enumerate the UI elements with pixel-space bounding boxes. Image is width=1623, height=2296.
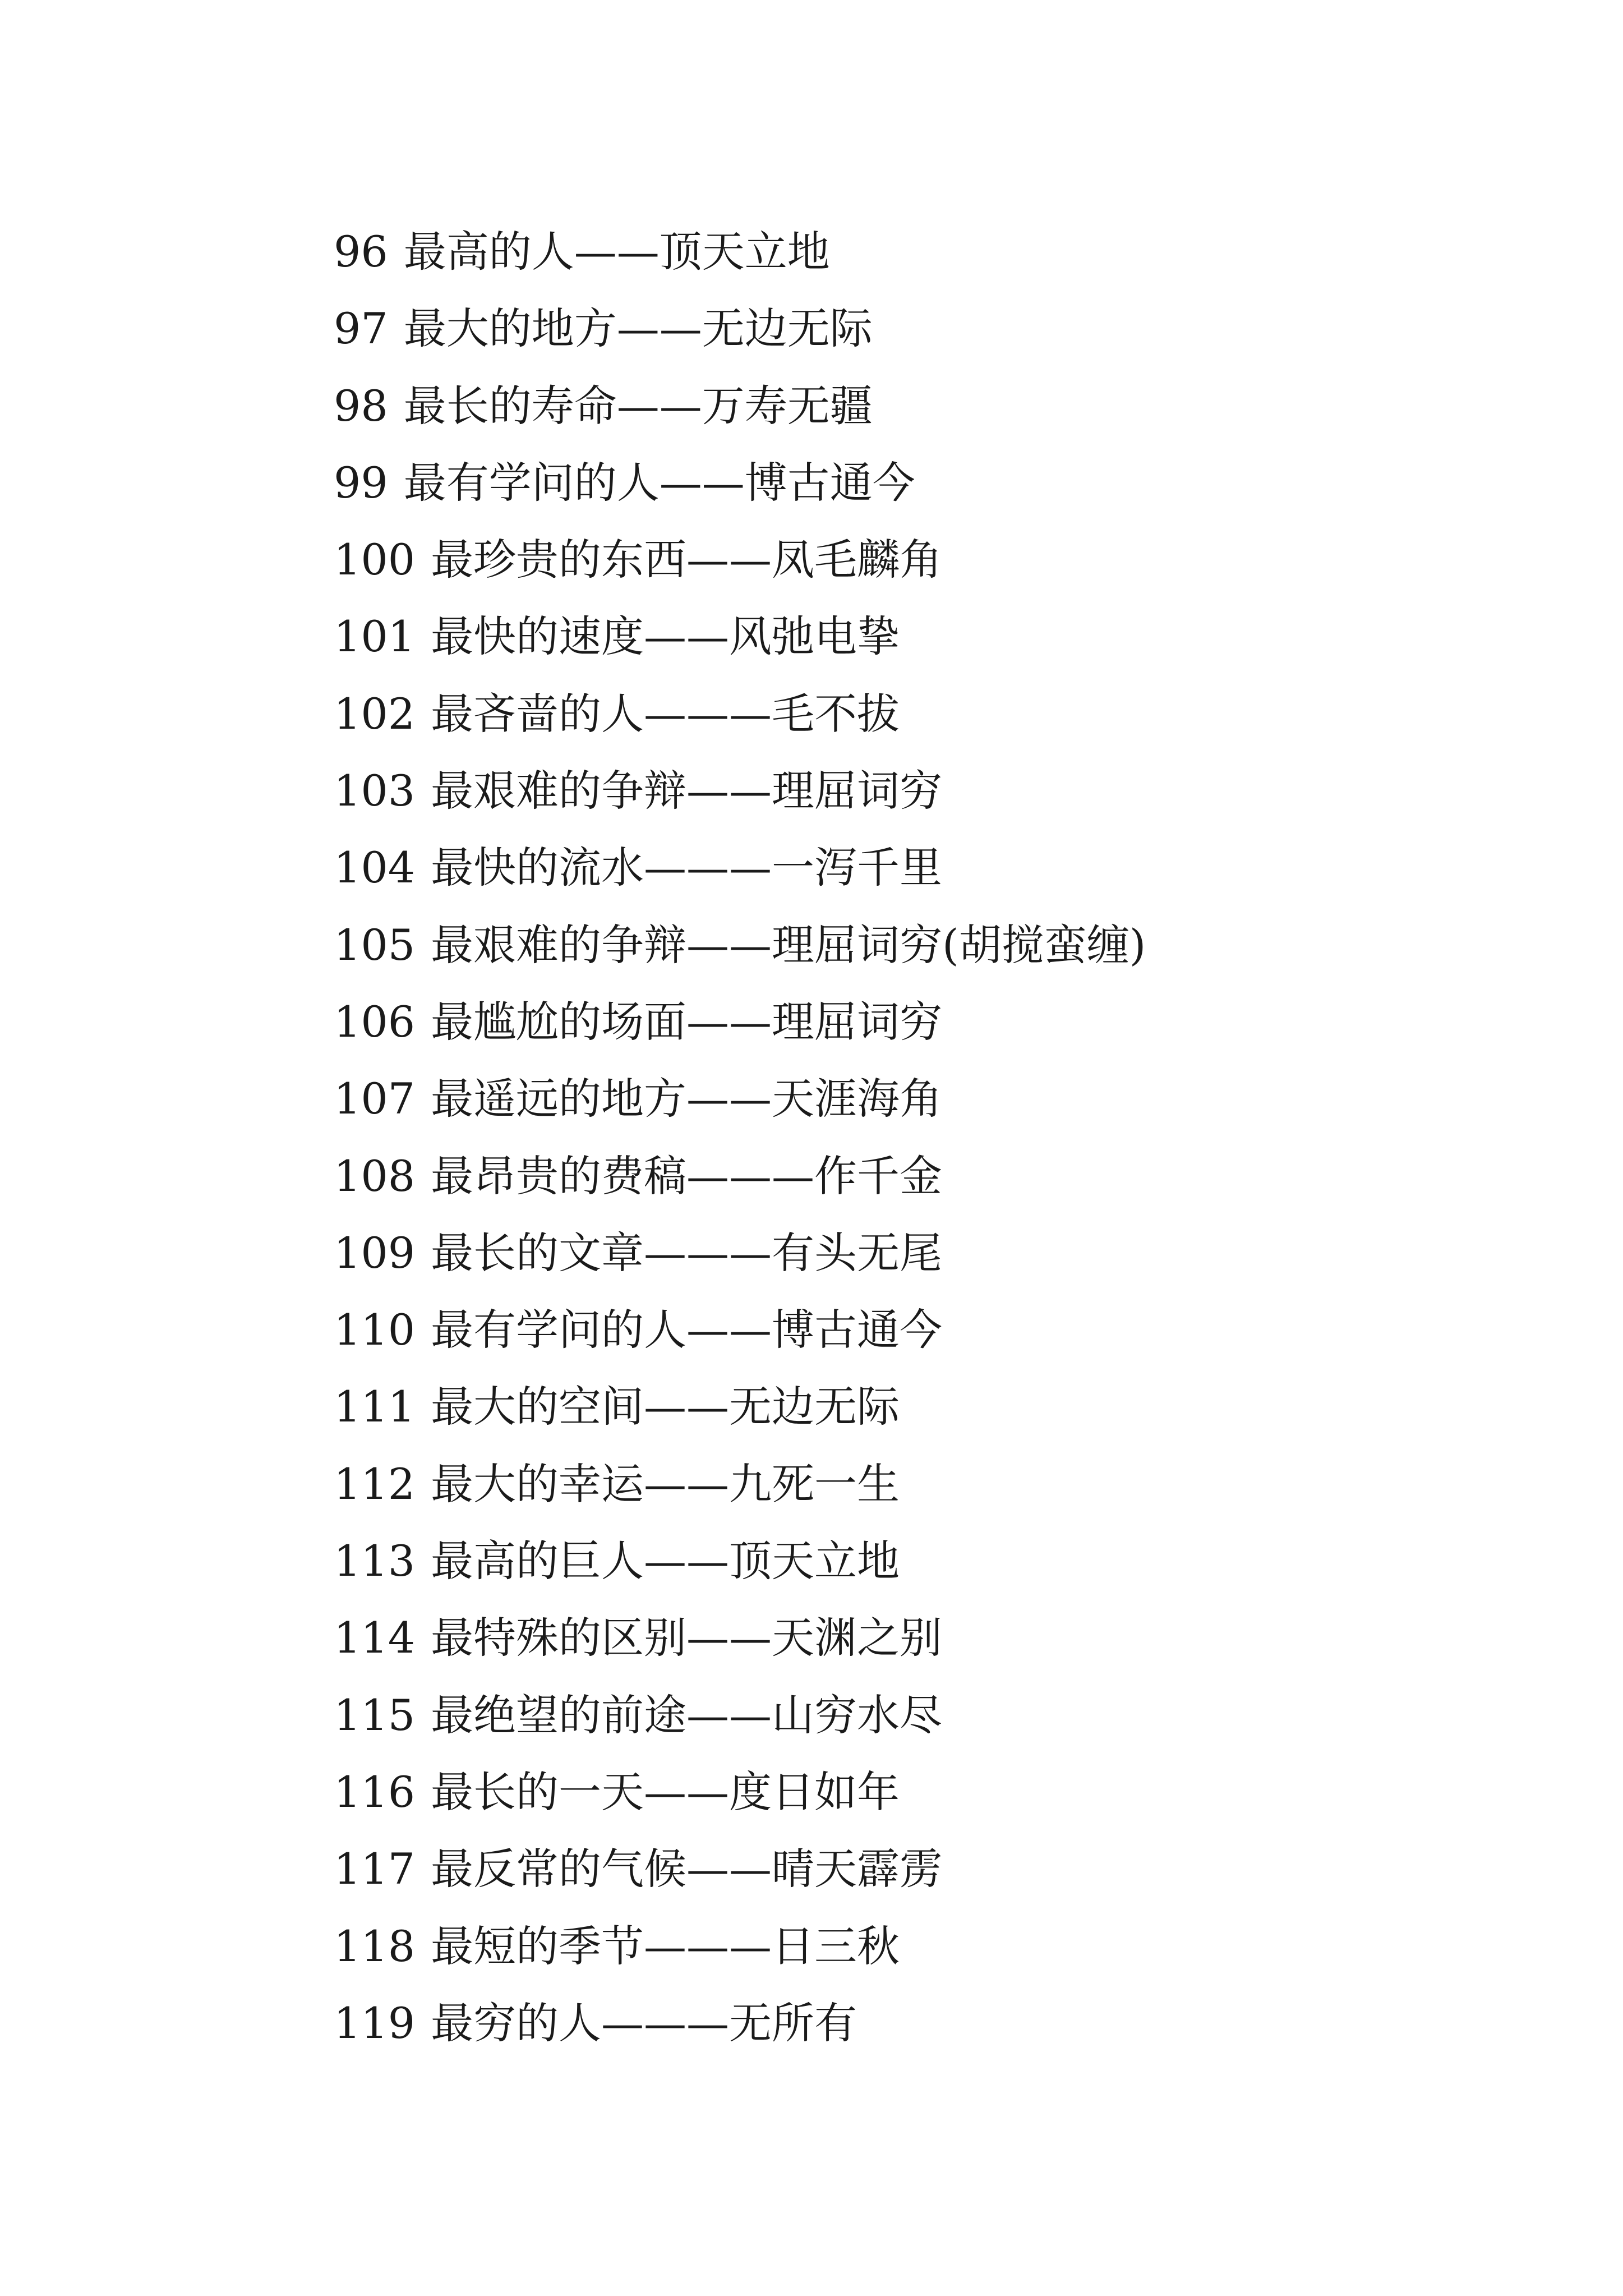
entry-line [334, 1291, 1511, 1368]
entry-line [334, 1830, 1511, 1907]
entry-text: 最大的幸运——九死一生 [431, 1458, 900, 1509]
entry-line [334, 1599, 1511, 1676]
entry-line [334, 367, 1511, 444]
entry-line [334, 829, 1511, 906]
entry-line [334, 1060, 1511, 1137]
entry-text: 最短的季节———日三秋 [431, 1921, 900, 1971]
entry-number: 107 [334, 1074, 416, 1124]
entry-text: 最有学问的人——博古通今 [431, 1305, 943, 1355]
entry-text: 最大的空间——无边无际 [431, 1382, 900, 1432]
entry-text: 最快的流水———一泻千里 [431, 843, 943, 893]
entry-text: 最特殊的区别——天渊之别 [431, 1613, 943, 1663]
entry-number: 105 [334, 919, 416, 970]
entry-line [334, 1446, 1511, 1522]
entry-number: 117 [334, 1844, 416, 1894]
entry-text: 最艰难的争辩——理屈词穷 [431, 766, 943, 816]
entry-line [334, 907, 1511, 983]
entry-number: 114 [334, 1613, 416, 1663]
entry-text: 最长的一天——度日如年 [431, 1766, 900, 1817]
entry-line [334, 675, 1511, 752]
entry-number: 116 [334, 1766, 416, 1817]
entry-text: 最昂贵的费稿———作千金 [431, 1151, 943, 1201]
entry-number: 104 [334, 843, 416, 893]
entry-text: 最穷的人———无所有 [431, 1998, 857, 2048]
entry-text: 最大的地方——无边无际 [403, 303, 873, 354]
entry-text: 最高的巨人——顶天立地 [431, 1536, 900, 1586]
entry-number: 119 [334, 1998, 416, 2048]
entry-number: 96 [334, 227, 388, 277]
entry-line [334, 598, 1511, 675]
entry-line [334, 1368, 1511, 1445]
entry-number: 118 [334, 1921, 416, 1971]
entry-number: 101 [334, 611, 416, 662]
entry-line [334, 1754, 1511, 1830]
entry-text: 最快的速度——风弛电挚 [431, 611, 900, 662]
entry-line [334, 752, 1511, 829]
entry-number: 111 [334, 1382, 416, 1432]
entry-text: 最有学问的人——博古通今 [403, 457, 915, 508]
entry-line [334, 290, 1511, 367]
entry-text: 最尴尬的场面——理屈词穷 [431, 996, 943, 1047]
entry-line [334, 1908, 1511, 1985]
entry-text: 最长的文章———有头无尾 [431, 1227, 943, 1278]
entry-text: 最艰难的争辩——理屈词穷(胡搅蛮缠) [431, 919, 1146, 970]
entry-number: 113 [334, 1536, 416, 1586]
entry-number: 108 [334, 1151, 416, 1201]
entry-text: 最绝望的前途——山穷水尽 [431, 1690, 943, 1740]
entry-number: 100 [334, 535, 416, 585]
entry-number: 109 [334, 1227, 416, 1278]
entry-line [334, 521, 1511, 598]
entry-number: 115 [334, 1690, 416, 1740]
entry-text: 最长的寿命——万寿无疆 [403, 380, 873, 431]
entry-number: 98 [334, 380, 388, 431]
entry-number: 97 [334, 303, 388, 354]
entry-line [334, 1138, 1511, 1214]
entry-number: 103 [334, 766, 416, 816]
entry-list [334, 213, 1511, 2062]
entry-line [334, 1677, 1511, 1754]
entry-line [334, 1214, 1511, 1291]
entry-number: 106 [334, 996, 416, 1047]
entry-line [334, 1985, 1511, 2062]
entry-line [334, 213, 1511, 290]
entry-number: 112 [334, 1458, 416, 1509]
entry-text: 最遥远的地方——天涯海角 [431, 1074, 943, 1124]
entry-text: 最高的人——顶天立地 [403, 227, 830, 277]
entry-number: 110 [334, 1305, 416, 1355]
entry-line [334, 444, 1511, 521]
entry-number: 102 [334, 688, 416, 739]
entry-number: 99 [334, 457, 388, 508]
entry-line [334, 983, 1511, 1060]
entry-text: 最反常的气候——晴天霹雳 [431, 1844, 943, 1894]
entry-text: 最珍贵的东西——凤毛麟角 [431, 535, 943, 585]
entry-text: 最吝啬的人———毛不拔 [431, 688, 900, 739]
entry-line [334, 1522, 1511, 1599]
